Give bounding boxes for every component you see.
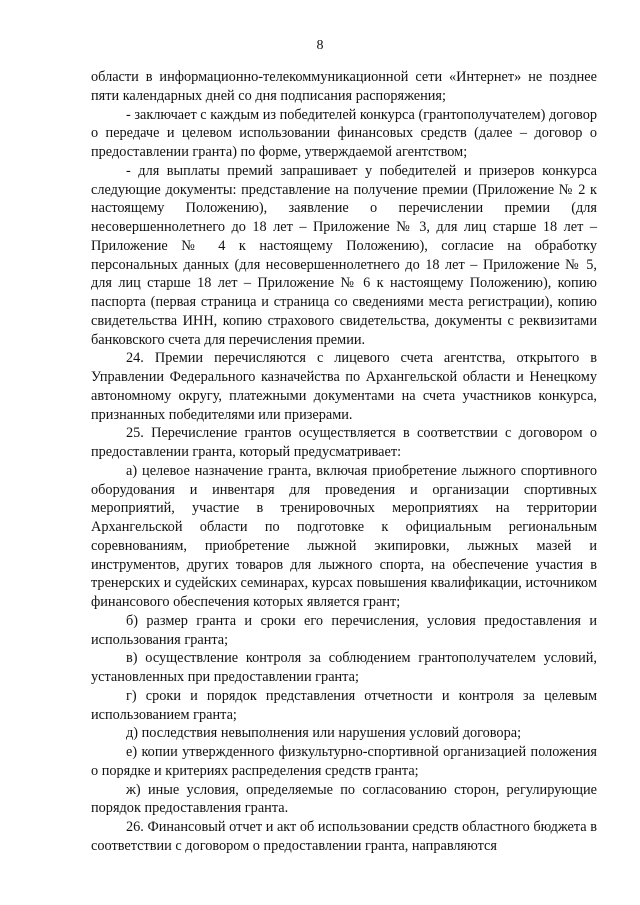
paragraph-25-b: б) размер гранта и сроки его перечисления, условия предоставления и использования гранта; bbox=[91, 612, 597, 648]
paragraph-25-e: е) копии утвержденного физкультурно-спортивной организацией положения о порядке и критериях распределения средств гранта; bbox=[91, 744, 597, 779]
paragraph-25-zh: ж) иные условия, определяемые по согласованию сторон, регулирующие порядок предоставления гранта. bbox=[91, 781, 597, 817]
paragraph-25-g: г) сроки и порядок представления отчетности и контроля за целевым использованием гранта; bbox=[91, 687, 597, 723]
paragraph-25: 25. Перечисление грантов осуществляется в соответствии с договором о предоставлении гранта, который предусматривает: bbox=[91, 425, 597, 460]
paragraph-25-v: в) осуществление контроля за соблюдением грантополучателем условий, установленных при предоставлении гранта; bbox=[91, 650, 597, 685]
page-number: 8 bbox=[316, 38, 324, 53]
document-body bbox=[91, 68, 597, 856]
paragraph-26: 26. Финансовый отчет и акт об использовании средств областного бюджета в соответствии с договором о предоставлении гранта, направляются bbox=[91, 819, 597, 854]
paragraph-24: 24. Премии перечисляются с лицевого счета агентства, открытого в Управлении Федерального казначейства по Архангельской области и Ненецкому автономному округу, платежными документами на счета участников конкурса, признанных победителями или призерами. bbox=[91, 350, 597, 423]
paragraph-25-a: а) целевое назначение гранта, включая приобретение лыжного спортивного оборудования и инвентаря для проведения и организации спортивных мероприятий, участие в тренировочных мероприятиях на территории Архангельской области по подготовке к официальным региональным соревнованиям, приобретение лыжной экипировки, лыжных мазей и инструментов, других товаров для лыжного спорта, на обеспечение участия в тренерских и судейских семинарах, курсах повышения квалификации, источником финансового обеспечения которых является грант; bbox=[91, 462, 597, 610]
paragraph-contract-clause: - заключает с каждым из победителей конкурса (грантополучателем) договор о передаче и целевом использовании финансовых средств (далее – договор о предоставлении гранта) по форме, утверждаемой агентством; bbox=[91, 106, 597, 160]
paragraph-prize-documents: - для выплаты премий запрашивает у победителей и призеров конкурса следующие документы: представление на получение премии (Приложение № 2 к настоящему Положению), заявление о перечислении премии (для несовершеннолетнего до 18 лет – Приложение № 3, для лиц старше 18 лет – Приложение № 4 к настоящему Положению), согласие на обработку персональных данных (для несовершеннолетнего до 18 лет – Приложение № 5, для лиц старше 18 лет – Приложение № 6 к настоящему Положению), копию паспорта (первая страница и страница со сведениями места регистрации), копию свидетельства ИНН, копию страхового свидетельства, документы с реквизитами банковского счета для перечисления премии. bbox=[91, 162, 597, 348]
paragraph-25-d: д) последствия невыполнения или нарушения условий договора; bbox=[126, 725, 522, 742]
paragraph-continuation: области в информационно-телекоммуникационной сети «Интернет» не позднее пяти календарных дней со дня подписания распоряжения; bbox=[91, 69, 597, 104]
